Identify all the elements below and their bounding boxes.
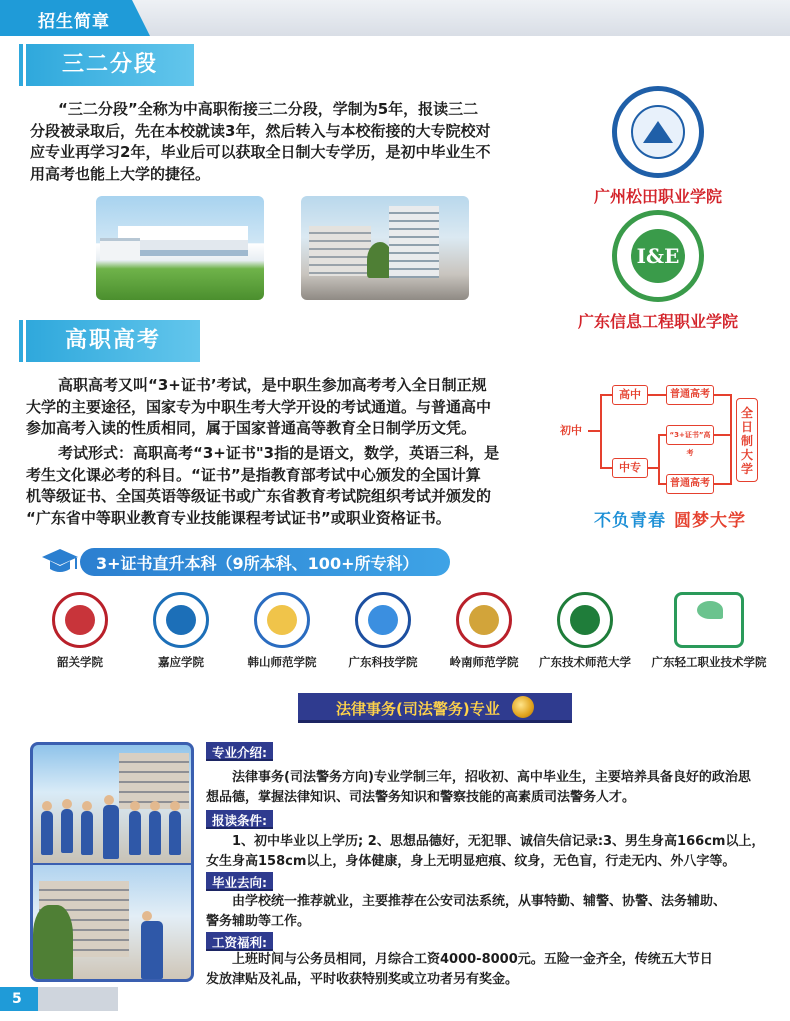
- education-path-diagram: [560, 378, 760, 498]
- officer-figure: [61, 809, 73, 853]
- flow-connector: [588, 430, 600, 432]
- jiaying-logo-icon: [153, 592, 209, 648]
- flow-connector: [648, 394, 666, 396]
- section2-paragraph-2: [26, 443, 500, 529]
- header-banner: [0, 0, 790, 36]
- gdqg-logo-icon: [674, 592, 744, 648]
- cert-heading-text: 3+证书直升本科（9所本科、100+所专科）: [96, 554, 419, 573]
- songtian-emblem-icon: [612, 86, 704, 178]
- gdjs-logo-icon: [557, 592, 613, 648]
- info-line: 女生身高158cm以上，身体健康，身上无明显疤痕、纹身，无色盲，行走无内、外八字等。: [206, 854, 736, 869]
- info-line: 警务辅助等工作。: [206, 914, 311, 929]
- flow-start-label: 初中: [560, 424, 582, 437]
- police-photo-2: [33, 865, 191, 979]
- major-title: 法律事务(司法警务)专业: [336, 700, 500, 718]
- salary-text: [206, 950, 713, 990]
- label-employment: 毕业去向:: [206, 872, 273, 891]
- university-name: 岭南师范学院: [449, 655, 519, 669]
- songtian-emblem-center: [631, 105, 685, 159]
- section1-line: “三二分段”全称为中高职衔接三二分段，学制为5年，报读三二: [58, 100, 479, 118]
- section-heading-sanerfenduan: 三二分段: [26, 44, 194, 86]
- section2-paragraph-1: [26, 375, 492, 440]
- police-photo-panel: [30, 742, 194, 982]
- label-requirements: 报读条件:: [206, 810, 273, 829]
- officer-figure: [103, 805, 119, 859]
- flow-box-final: 全日制大学: [736, 398, 758, 482]
- slogan-right: 圆梦大学: [674, 511, 746, 531]
- graduation-cap-icon: [40, 545, 80, 579]
- section2-line: 考试形式：高职高考“3+证书"3指的是语文，数学，英语三科，是: [58, 444, 500, 462]
- university-item: [333, 592, 433, 670]
- section2-line: 考生文化课必考的科目。“证书”是指教育部考试中心颁发的全国计算: [26, 465, 481, 484]
- cert-section-heading: [40, 545, 450, 579]
- shaoguan-logo-icon: [52, 592, 108, 648]
- university-item: [644, 592, 774, 670]
- info-line: 发放津贴及礼品，平时收获特别奖或立功者另有奖金。: [206, 972, 519, 987]
- ie-emblem-icon: [612, 210, 704, 302]
- university-item: [232, 592, 332, 670]
- flow-connector: [714, 483, 730, 485]
- footer-bar: [38, 987, 118, 1011]
- officer-figure: [169, 811, 181, 855]
- info-line: 想品德，掌握法律知识、司法警务知识和警察技能的高素质司法警务人才。: [206, 790, 636, 805]
- university-item: [434, 592, 534, 670]
- section1-line: 分段被录取后，先在本校就读3年，然后转入与本校衔接的大专院校对: [30, 121, 491, 140]
- flow-connector: [600, 394, 602, 468]
- major-title-bar: [298, 693, 572, 723]
- university-item: [535, 592, 635, 670]
- university-name: 广东科技学院: [348, 655, 418, 669]
- university-item: [131, 592, 231, 670]
- college-name-gdie: 广东信息工程职业学院: [577, 312, 738, 331]
- label-salary: 工资福利:: [206, 932, 273, 951]
- university-item: [30, 592, 130, 670]
- flow-connector: [714, 394, 730, 396]
- police-badge-icon: [512, 696, 534, 718]
- section1-line: 用高考也能上大学的捷径。: [30, 164, 211, 183]
- slogan: [594, 506, 746, 531]
- campus-tower: [389, 206, 439, 278]
- gdkj-logo-icon: [355, 592, 411, 648]
- flow-connector: [600, 394, 612, 396]
- officer-figure: [149, 811, 161, 855]
- officer-figure: [41, 811, 53, 855]
- section2-line: 高职高考又叫“3+证书’考试，是中职生参加高考考入全日制正规: [58, 376, 487, 394]
- flow-connector: [714, 434, 730, 436]
- flow-connector: [600, 467, 612, 469]
- section2-line: 参加高考入读的性质相同，属于国家普通高等教育全日制学历文凭。: [26, 419, 477, 437]
- flow-connector: [658, 483, 666, 485]
- officer-figure: [129, 811, 141, 855]
- section2-line: 机等级证书、全国英语等级证书或广东省教育考试院组织考试并颁发的: [26, 487, 492, 505]
- flow-box-gaozhong: 高中: [612, 385, 648, 405]
- officer-figure: [81, 811, 93, 855]
- campus-photo-2: [301, 196, 469, 300]
- section1-line: 应专业再学习2年，毕业后可以获取全日制大专学历，是初中毕业生不: [30, 143, 491, 161]
- page-number: 5: [0, 987, 38, 1011]
- campus-building-low: [100, 238, 140, 260]
- flow-box-cert-exam: “3+证书”高考: [666, 425, 714, 445]
- officer-saluting: [141, 921, 163, 979]
- ie-emblem-text: I&E: [631, 229, 685, 283]
- university-name: 韶关学院: [57, 655, 103, 669]
- section1-paragraph: [30, 99, 491, 185]
- lingnan-logo-icon: [456, 592, 512, 648]
- section-heading-gaozhigaokao: 高职高考: [26, 320, 200, 362]
- flow-connector: [648, 467, 658, 469]
- employment-text: [206, 892, 726, 932]
- photo-tree: [33, 905, 73, 979]
- flow-box-zhongzhuan: 中专: [612, 458, 648, 478]
- college-name-songtian: 广州松田职业学院: [593, 187, 722, 206]
- police-photo-1: [33, 745, 191, 863]
- university-name: 韩山师范学院: [247, 655, 317, 669]
- flow-connector: [730, 394, 732, 485]
- university-name: 广东技术师范大学: [539, 655, 631, 669]
- label-introduction: 专业介绍:: [206, 742, 273, 761]
- campus-building-left: [309, 226, 371, 276]
- header-title: 招生简章: [38, 12, 110, 32]
- flow-box-putong-bottom: 普通高考: [666, 474, 714, 494]
- info-line: 上班时间与公务员相同，月综合工资4000-8000元。五险一金齐全，传统五大节日: [232, 952, 713, 967]
- info-line: 法律事务(司法警务方向)专业学制三年，招收初、高中毕业生，主要培养具备良好的政治思: [232, 770, 751, 785]
- flow-connector: [658, 434, 666, 436]
- section2-line: “广东省中等职业教育专业技能课程考试证书”或职业资格证书。: [26, 508, 451, 527]
- campus-photo-1: [96, 196, 264, 300]
- requirements-text: [206, 832, 764, 872]
- flow-box-putong-top: 普通高考: [666, 385, 714, 405]
- university-name: 广东轻工职业技术学院: [651, 655, 767, 669]
- university-name: 嘉应学院: [158, 655, 204, 669]
- introduction-text: [206, 768, 751, 808]
- section2-line: 大学的主要途径，国家专为中职生考大学开设的考试通道。与普通高中: [26, 397, 492, 416]
- flow-connector: [658, 434, 660, 484]
- info-line: 由学校统一推荐就业，主要推荐在公安司法系统，从事特勤、辅警、协警、法务辅助、: [232, 894, 727, 909]
- slogan-left: 不负青春: [594, 511, 666, 531]
- hanshan-logo-icon: [254, 592, 310, 648]
- info-line: 1、初中毕业以上学历; 2、思想品德好，无犯罪、诚信失信记录:3、男生身高166cm以上，: [232, 834, 765, 849]
